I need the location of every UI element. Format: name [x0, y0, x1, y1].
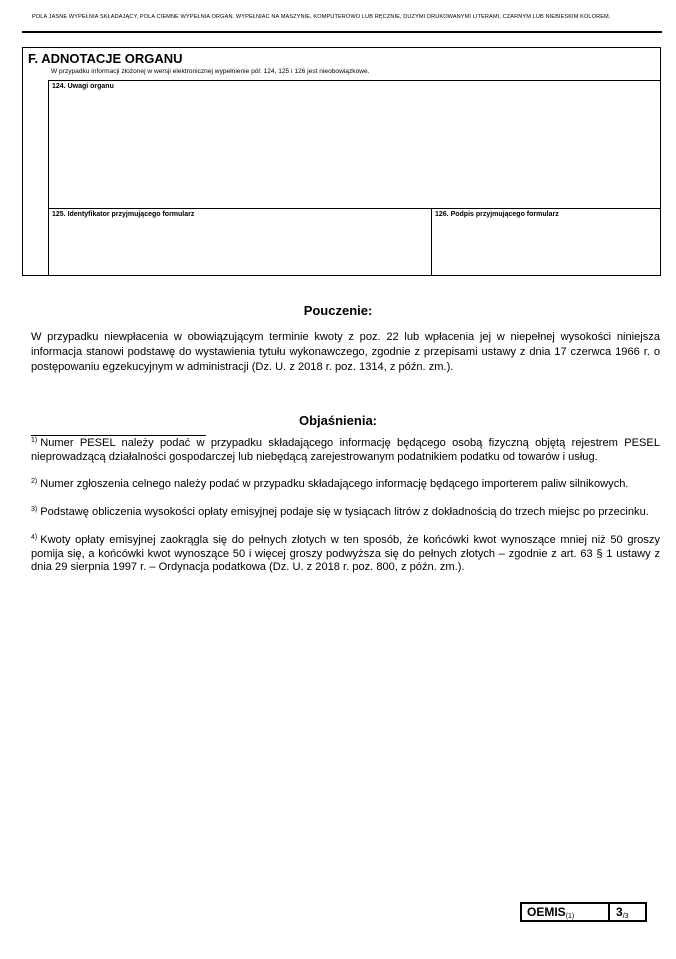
field-125-label: 125. Identyfikator przyjmującego formularz — [52, 211, 195, 218]
footnote-4-text: Kwoty opłaty emisyjnej zaokrągla się do pełnych złotych w ten sposób, że końcówki kwot wynoszące mniej niż 50 groszy pomija się, a końcówki kwot wynoszące 50 i więcej groszy podwyższa się do pełnych złotych – zgodnie z art. 63 § 1 ustawy z dnia 29 sierpnia 1997 r. – Ordynacja podatkowa (Dz. U. z 2018 r. poz. 800, z późn. zm.). — [31, 534, 660, 573]
section-f-title: F. ADNOTACJE ORGANU — [28, 51, 183, 66]
form-instruction-header: POLA JASNE WYPEŁNIA SKŁADAJĄCY, POLA CIEMNE WYPEŁNIA ORGAN. WYPEŁNIAĆ NA MASZYNIE, KOMPUTEROWO LUB RĘCZNIE, DUŻYMI DRUKOWANYMI LITERAMI, CZARNYM LUB NIEBIESKIM KOLOREM. — [32, 14, 611, 20]
section-f-bottom-row — [49, 208, 661, 276]
section-f-fields — [48, 80, 661, 276]
section-f-note: W przypadku informacji złożonej w wersji elektronicznej wypełnienie pól: 124, 125 i 126 jest nieobowiązkowe. — [51, 68, 370, 75]
page-total: /3 — [622, 913, 629, 920]
form-code — [522, 904, 610, 920]
footnote-2-mark: 2) — [31, 478, 38, 485]
pouczenie-heading: Pouczenie: — [303, 303, 373, 318]
form-footer-box — [520, 902, 647, 922]
footnote-2-text: Numer zgłoszenia celnego należy podać w przypadku składającego informację będącego importerem paliw silnikowych. — [40, 478, 629, 490]
footnote-rule — [31, 435, 206, 436]
footnote-3 — [31, 506, 660, 520]
footnote-1-mark: 1) — [31, 437, 38, 444]
footnote-1 — [31, 437, 660, 464]
field-124-label: 124. Uwagi organu — [52, 83, 114, 90]
field-126-label: 126. Podpis przyjmującego formularz — [435, 211, 559, 218]
page-current: 3 — [616, 905, 623, 919]
form-version: (1) — [565, 913, 575, 920]
field-divider — [431, 209, 432, 276]
footnote-4 — [31, 534, 660, 575]
form-code-name: OEMIS — [527, 905, 566, 919]
footnote-1-text: Numer PESEL należy podać w przypadku składającego informację będącego osobą fizyczną objętą rejestrem PESEL nieprowadzącą działalności gospodarczej lub niebędącą zarejestrowanym podatnikiem podatku od towarów i usług. — [31, 437, 660, 463]
page-number — [610, 904, 645, 920]
footnote-2 — [31, 478, 660, 492]
footnote-3-text: Podstawę obliczenia wysokości opłaty emisyjnej podaje się w tysiącach litrów z dokładnością do trzech miejsc po przecinku. — [40, 506, 649, 518]
footnote-4-mark: 4) — [31, 534, 38, 541]
header-rule — [22, 31, 662, 33]
pouczenie-text: W przypadku niewpłacenia w obowiązującym terminie kwoty z poz. 22 lub wpłacenia jej w niepełnej wysokości niniejsza informacja stanowi podstawę do wystawienia tytułu wykonawczego, zgodnie z przepisami ustawy z dnia 17 czerwca 1966 r. o postępowaniu egzekucyjnym w administracji (Dz. U. z 2018 r. poz. 1314, z późn. zm.). — [31, 331, 660, 373]
objasnienia-heading: Objaśnienia: — [298, 413, 378, 428]
footnote-3-mark: 3) — [31, 506, 38, 513]
section-f-box — [22, 47, 661, 276]
